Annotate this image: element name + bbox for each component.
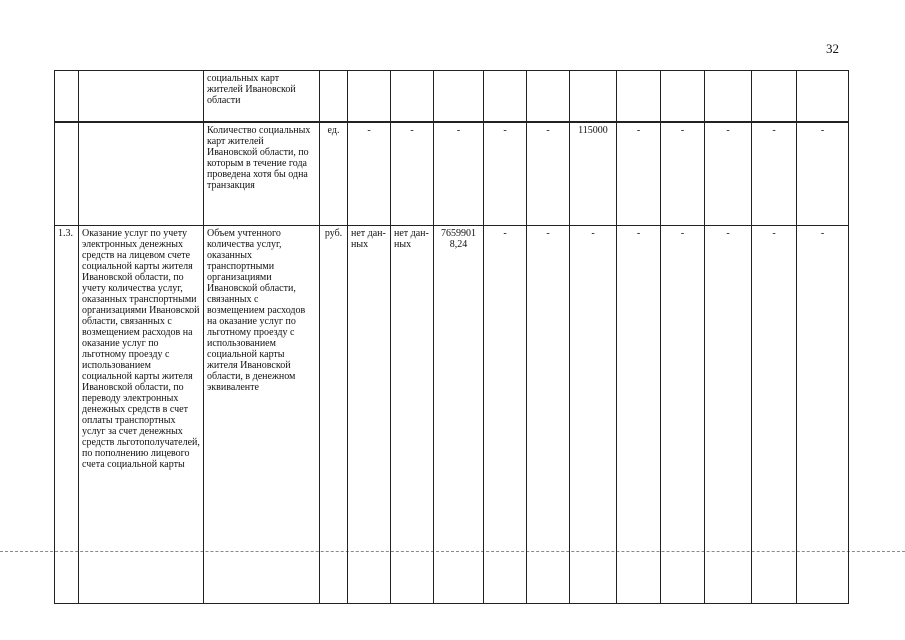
unit-cell: руб. bbox=[320, 226, 348, 604]
row-number-cell: 1.3. bbox=[55, 226, 79, 604]
value-cell: - bbox=[797, 122, 849, 226]
page-number: 32 bbox=[826, 41, 839, 56]
table-row bbox=[55, 122, 849, 226]
indicator-name-cell: Количество социальных карт жителей Ивановской области, по которым в течение года проведена хотя бы одна транзакция bbox=[204, 122, 320, 226]
indicator-name-cell: социальных карт жителей Ивановской области bbox=[204, 71, 320, 122]
value-cell bbox=[570, 71, 617, 122]
table-row bbox=[55, 71, 849, 122]
value-cell: - bbox=[391, 122, 434, 226]
row-number-cell bbox=[55, 71, 79, 122]
unit-cell: ед. bbox=[320, 122, 348, 226]
value-cell bbox=[617, 71, 661, 122]
value-cell bbox=[527, 71, 570, 122]
indicator-name-cell: Объем учтенного количества услуг, оказанных транспортными организациями Ивановской области, связанных с возмещением расходов на оказание услуг по льготному проезду с использованием социальной карты жителя Ивановской области, в денежном эквиваленте bbox=[204, 226, 320, 604]
value-cell: - bbox=[705, 226, 752, 604]
value-cell: - bbox=[705, 122, 752, 226]
value-cell: - bbox=[752, 226, 797, 604]
value-cell: - bbox=[797, 226, 849, 604]
value-cell: - bbox=[484, 122, 527, 226]
value-cell: нет дан-ных bbox=[348, 226, 391, 604]
value-cell: - bbox=[661, 226, 705, 604]
value-cell bbox=[391, 71, 434, 122]
value-cell: - bbox=[434, 122, 484, 226]
service-name-cell bbox=[79, 71, 204, 122]
value-cell: нет дан-ных bbox=[391, 226, 434, 604]
unit-cell bbox=[320, 71, 348, 122]
value-cell bbox=[705, 71, 752, 122]
service-name-cell: Оказание услуг по учету электронных денежных средств на лицевом счете социальной карты жителя Ивановской области, по учету количества услуг, оказанных транспортными организациями Ивановской области, связанных с возмещением расходов на оказание услуг по льготному проезду с использованием социальной карты жителя Ивановской области, по переводу электронных денежных средств в счет оплаты транспортных услуг за счет денежных средств льготополучателей, по пополнению лицевого счета социальной карты bbox=[79, 226, 204, 604]
row-number-cell bbox=[55, 122, 79, 226]
value-cell: - bbox=[661, 122, 705, 226]
program-indicators-table bbox=[54, 70, 849, 604]
value-cell: - bbox=[752, 122, 797, 226]
value-cell bbox=[797, 71, 849, 122]
value-cell bbox=[434, 71, 484, 122]
value-cell: - bbox=[527, 122, 570, 226]
value-cell bbox=[661, 71, 705, 122]
value-cell: 115000 bbox=[570, 122, 617, 226]
value-cell bbox=[752, 71, 797, 122]
value-cell: - bbox=[527, 226, 570, 604]
value-cell: 7659901 8,24 bbox=[434, 226, 484, 604]
value-cell bbox=[484, 71, 527, 122]
table-row bbox=[55, 226, 849, 604]
service-name-cell bbox=[79, 122, 204, 226]
value-cell: - bbox=[348, 122, 391, 226]
value-cell: - bbox=[617, 122, 661, 226]
value-cell bbox=[348, 71, 391, 122]
value-cell: - bbox=[617, 226, 661, 604]
value-cell: - bbox=[570, 226, 617, 604]
value-cell: - bbox=[484, 226, 527, 604]
